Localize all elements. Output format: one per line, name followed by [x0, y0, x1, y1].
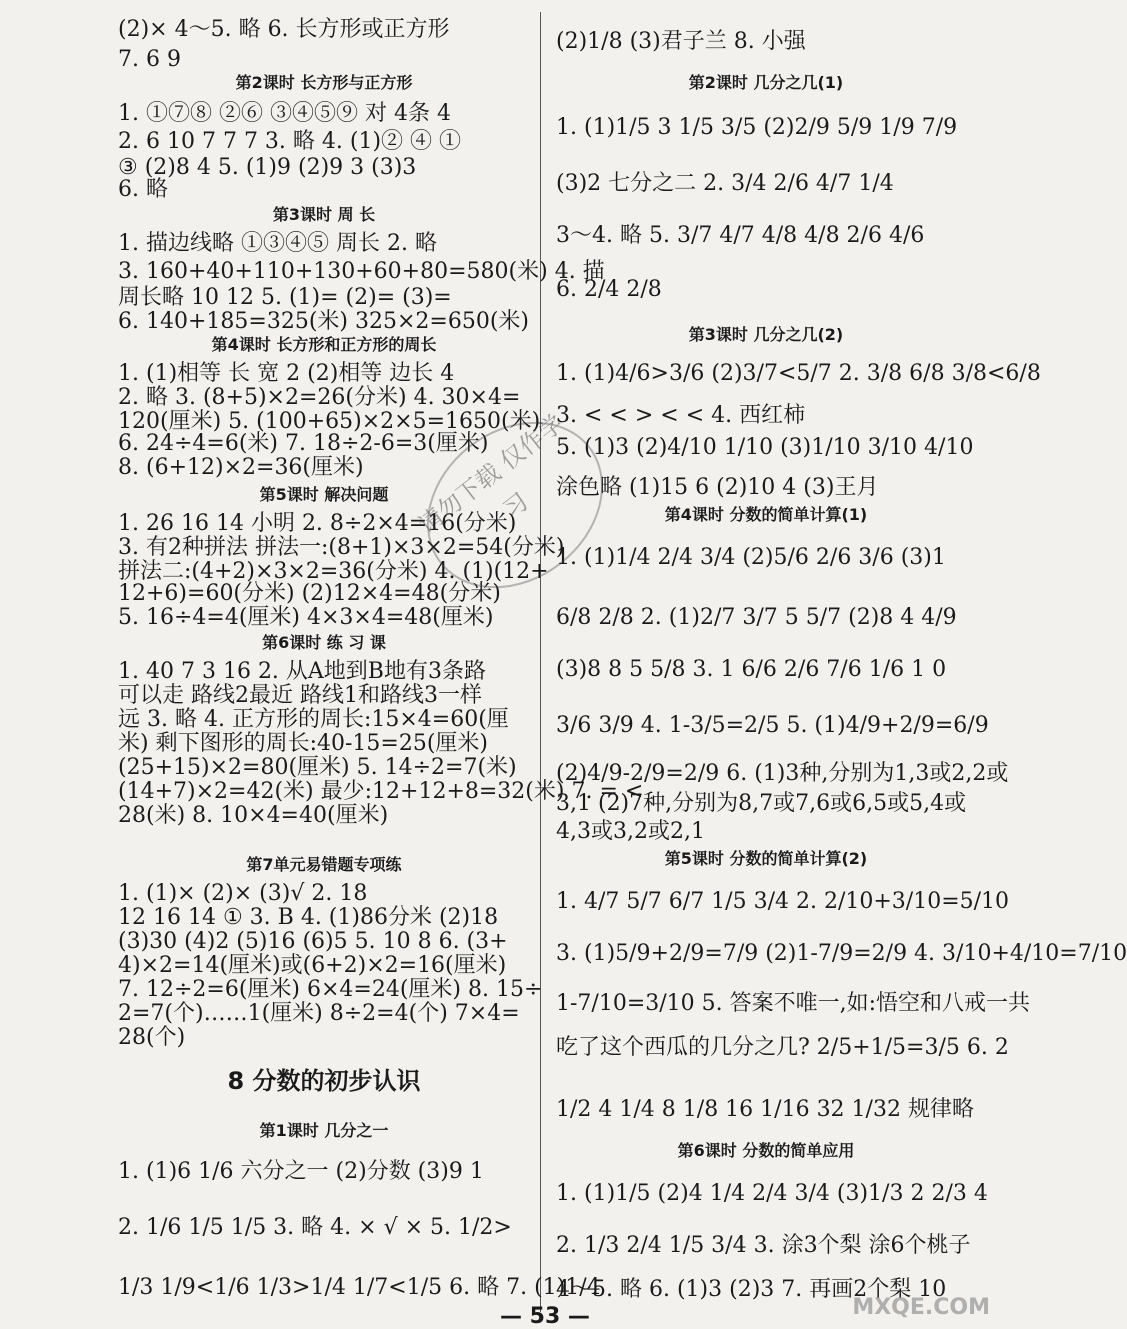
text-line: 3,1 (2)7种,分别为8,7或7,6或6,5或5,4或: [556, 791, 967, 816]
lesson-heading: 第6课时 分数的简单应用: [677, 1141, 855, 1160]
text-line: (14+7)×2=42(米) 最少:12+12+8=32(米) 7. = <: [118, 779, 644, 804]
page-number: — 53 —: [500, 1304, 590, 1329]
text-line: (3)2 七分之二 2. 3/4 2/6 4/7 1/4: [556, 171, 894, 196]
text-line: (2)4/9-2/9=2/9 6. (1)3种,分别为1,3或2,2或: [556, 761, 1009, 786]
text-line: 周长略 10 12 5. (1)= (2)= (3)=: [118, 285, 452, 310]
text-line: 涂色略 (1)15 6 (2)10 4 (3)王月: [556, 475, 879, 500]
text-line: 拼法二:(4+2)×3×2=36(分米) 4. (1)(12+: [118, 559, 549, 584]
lesson-heading: 第4课时 长方形和正方形的周长: [211, 335, 437, 354]
text-line: 7. 12÷2=6(厘米) 6×4=24(厘米) 8. 15÷: [118, 977, 543, 1002]
text-line: 1. 描边线略 ①③④⑤ 周长 2. 略: [118, 231, 437, 256]
text-line: (2)× 4～5. 略 6. 长方形或正方形: [118, 17, 450, 42]
text-line: 6. 24÷4=6(米) 7. 18÷2-6=3(厘米): [118, 431, 489, 456]
text-line: 2. 1/3 2/4 1/5 3/4 3. 涂3个梨 涂6个桃子: [556, 1233, 971, 1258]
lesson-heading: 第2课时 长方形与正方形: [235, 73, 413, 92]
unit-title: 8 分数的初步认识: [227, 1067, 421, 1095]
lesson-heading: 第3课时 几分之几(2): [688, 325, 844, 344]
lesson-heading: 第6课时 练 习 课: [262, 633, 386, 652]
text-line: 3. 160+40+110+130+60+80=580(米) 4. 描: [118, 259, 605, 284]
text-line: 5. 16÷4=4(厘米) 4×3×4=48(厘米): [118, 605, 494, 630]
text-line: 7. 6 9: [118, 47, 181, 72]
text-line: 12 16 14 ① 3. B 4. (1)86分米 (2)18: [118, 905, 499, 930]
lesson-heading: 第5课时 解决问题: [259, 485, 389, 504]
text-line: 4,3或3,2或2,1: [556, 819, 705, 844]
text-line: 8. (6+12)×2=36(厘米): [118, 455, 364, 480]
text-line: 3. < < > < < 4. 西红柿: [556, 403, 806, 428]
text-line: (3)30 (4)2 (5)16 (6)5 5. 10 8 6. (3+: [118, 929, 508, 954]
text-line: (2)1/8 (3)君子兰 8. 小强: [556, 29, 806, 54]
text-line: 120(厘米) 5. (100+65)×2×5=1650(米): [118, 409, 541, 434]
text-line: 1. (1)6 1/6 六分之一 (2)分数 (3)9 1: [118, 1159, 484, 1184]
text-line: 1. ①⑦⑧ ②⑥ ③④⑤⑨ 对 4条 4: [118, 101, 451, 126]
text-line: 1/3 1/9<1/6 1/3>1/4 1/7<1/5 6. 略 7. (1)1/4: [118, 1275, 601, 1300]
text-line: 1. (1)× (2)× (3)√ 2. 18: [118, 881, 368, 906]
text-line: 1. (1)相等 长 宽 2 (2)相等 边长 4: [118, 361, 455, 386]
text-line: 1. (1)1/5 (2)4 1/4 2/4 3/4 (3)1/3 2 2/3 4: [556, 1181, 988, 1206]
text-line: 2=7(个)……1(厘米) 8÷2=4(个) 7×4=: [118, 1001, 520, 1026]
lesson-heading: 第4课时 分数的简单计算(1): [664, 505, 868, 524]
lesson-heading: 第1课时 几分之一: [259, 1121, 389, 1140]
text-line: 可以走 路线2最近 路线1和路线3一样: [118, 683, 482, 708]
text-line: 6. 略: [118, 177, 168, 202]
text-line: 2. 6 10 7 7 7 3. 略 4. (1)② ④ ①: [118, 129, 462, 154]
text-line: 12+6)=60(分米) (2)12×4=48(分米): [118, 581, 501, 606]
column-divider: [540, 12, 541, 1312]
text-line: 1. 4/7 5/7 6/7 1/5 3/4 2. 2/10+3/10=5/10: [556, 889, 1010, 914]
text-line: 4)×2=14(厘米)或(6+2)×2=16(厘米): [118, 953, 507, 978]
text-line: 2. 略 3. (8+5)×2=26(分米) 4. 30×4=: [118, 385, 521, 410]
text-line: 1/2 4 1/4 8 1/8 16 1/16 32 1/32 规律略: [556, 1097, 974, 1122]
lesson-heading: 第3课时 周 长: [272, 205, 376, 224]
lesson-heading: 第2课时 几分之几(1): [688, 73, 844, 92]
text-line: 1. 26 16 14 小明 2. 8÷2×4=16(分米): [118, 511, 517, 536]
text-line: 28(米) 8. 10×4=40(厘米): [118, 803, 389, 828]
text-line: 1. (1)1/5 3 1/5 3/5 (2)2/9 5/9 1/9 7/9: [556, 115, 958, 140]
text-line: 5. (1)3 (2)4/10 1/10 (3)1/10 3/10 4/10: [556, 435, 974, 460]
text-line: 米) 剩下图形的周长:40-15=25(厘米): [118, 731, 489, 756]
text-line: 3. 有2种拼法 拼法一:(8+1)×3×2=54(分米): [118, 535, 565, 560]
text-line: 6. 140+185=325(米) 325×2=650(米): [118, 309, 529, 334]
lesson-heading: 第7单元易错题专项练: [246, 855, 402, 874]
text-line: 3. (1)5/9+2/9=7/9 (2)1-7/9=2/9 4. 3/10+4/10=7/10: [556, 941, 1127, 966]
text-line: 6/8 2/8 2. (1)2/7 3/7 5 5/7 (2)8 4 4/9: [556, 605, 957, 630]
stamp-text: 请勿下载 仅作学习: [413, 409, 569, 540]
text-line: 1-7/10=3/10 5. 答案不唯一,如:悟空和八戒一共: [556, 991, 1031, 1016]
text-line: 远 3. 略 4. 正方形的周长:15×4=60(厘: [118, 707, 509, 732]
text-line: 3/6 3/9 4. 1-3/5=2/5 5. (1)4/9+2/9=6/9: [556, 713, 989, 738]
text-line: 4～5. 略 6. (1)3 (2)3 7. 再画2个梨 10: [556, 1277, 947, 1302]
text-line: (25+15)×2=80(厘米) 5. 14÷2=7(米): [118, 755, 517, 780]
text-line: 吃了这个西瓜的几分之几? 2/5+1/5=3/5 6. 2: [556, 1035, 1009, 1060]
site-watermark: MXQE.COM: [852, 1295, 990, 1320]
text-line: ③ (2)8 4 5. (1)9 (2)9 3 (3)3: [118, 155, 417, 180]
text-line: 1. (1)4/6>3/6 (2)3/7<5/7 2. 3/8 6/8 3/8<6/8: [556, 361, 1041, 386]
text-line: 3～4. 略 5. 3/7 4/7 4/8 4/8 2/6 4/6: [556, 223, 925, 248]
lesson-heading: 第5课时 分数的简单计算(2): [664, 849, 868, 868]
text-line: 6. 2/4 2/8: [556, 277, 662, 302]
text-line: 1. (1)1/4 2/4 3/4 (2)5/6 2/6 3/6 (3)1: [556, 545, 946, 570]
text-line: 28(个): [118, 1025, 186, 1050]
text-line: 2. 1/6 1/5 1/5 3. 略 4. × √ × 5. 1/2>: [118, 1215, 512, 1240]
text-line: 1. 40 7 3 16 2. 从A地到B地有3条路: [118, 659, 486, 684]
text-line: (3)8 8 5 5/8 3. 1 6/6 2/6 7/6 1/6 1 0: [556, 657, 947, 682]
